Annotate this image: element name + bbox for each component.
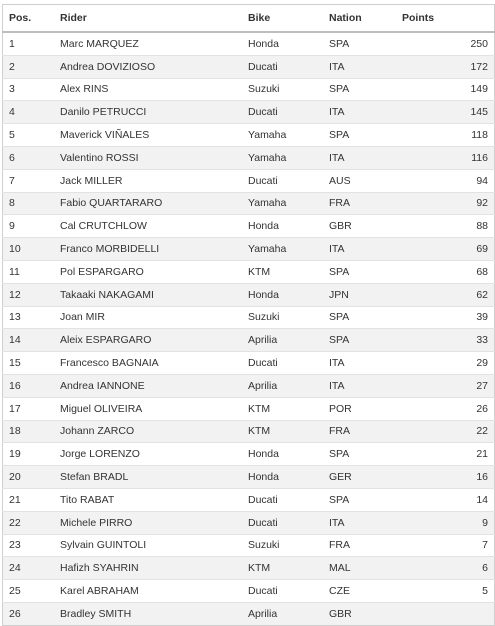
header-points: Points — [396, 5, 495, 33]
cell-points: 7 — [396, 534, 495, 557]
cell-points: 149 — [396, 78, 495, 101]
cell-rider: Joan MIR — [54, 306, 242, 329]
table-row — [3, 192, 495, 215]
cell-pos: 18 — [3, 420, 55, 443]
table-row — [3, 374, 495, 397]
table-row — [3, 443, 495, 466]
cell-bike: Yamaha — [242, 124, 323, 147]
cell-nation: SPA — [323, 306, 396, 329]
cell-pos: 25 — [3, 580, 55, 603]
cell-bike: Yamaha — [242, 238, 323, 261]
table-row — [3, 215, 495, 238]
cell-rider: Stefan BRADL — [54, 466, 242, 489]
cell-bike: Suzuki — [242, 534, 323, 557]
table-row — [3, 283, 495, 306]
cell-nation: ITA — [323, 101, 396, 124]
cell-bike: Ducati — [242, 488, 323, 511]
table-row — [3, 602, 495, 625]
cell-pos: 22 — [3, 511, 55, 534]
cell-points: 6 — [396, 557, 495, 580]
cell-points: 14 — [396, 488, 495, 511]
cell-rider: Tito RABAT — [54, 488, 242, 511]
cell-nation: FRA — [323, 192, 396, 215]
cell-nation: SPA — [323, 329, 396, 352]
cell-rider: Hafizh SYAHRIN — [54, 557, 242, 580]
cell-bike: Ducati — [242, 101, 323, 124]
table-row — [3, 580, 495, 603]
cell-points: 116 — [396, 146, 495, 169]
table-row — [3, 238, 495, 261]
cell-nation: JPN — [323, 283, 396, 306]
cell-points: 5 — [396, 580, 495, 603]
cell-rider: Takaaki NAKAGAMI — [54, 283, 242, 306]
table-row — [3, 124, 495, 147]
cell-bike: Ducati — [242, 169, 323, 192]
cell-points: 88 — [396, 215, 495, 238]
cell-nation: ITA — [323, 374, 396, 397]
cell-rider: Marc MARQUEZ — [54, 32, 242, 55]
table-row — [3, 352, 495, 375]
cell-points: 33 — [396, 329, 495, 352]
cell-pos: 4 — [3, 101, 55, 124]
cell-points: 29 — [396, 352, 495, 375]
cell-points: 39 — [396, 306, 495, 329]
table-row — [3, 329, 495, 352]
cell-nation: SPA — [323, 32, 396, 55]
table-row — [3, 534, 495, 557]
header-bike: Bike — [242, 5, 323, 33]
cell-pos: 9 — [3, 215, 55, 238]
cell-nation: ITA — [323, 238, 396, 261]
table-body — [3, 32, 495, 625]
cell-pos: 15 — [3, 352, 55, 375]
cell-nation: CZE — [323, 580, 396, 603]
cell-bike: Honda — [242, 466, 323, 489]
cell-points: 16 — [396, 466, 495, 489]
table-row — [3, 557, 495, 580]
cell-rider: Valentino ROSSI — [54, 146, 242, 169]
cell-rider: Karel ABRAHAM — [54, 580, 242, 603]
cell-rider: Pol ESPARGARO — [54, 260, 242, 283]
cell-bike: KTM — [242, 557, 323, 580]
cell-bike: KTM — [242, 397, 323, 420]
cell-points: 69 — [396, 238, 495, 261]
cell-nation: SPA — [323, 488, 396, 511]
cell-bike: KTM — [242, 260, 323, 283]
cell-rider: Michele PIRRO — [54, 511, 242, 534]
cell-pos: 23 — [3, 534, 55, 557]
cell-rider: Andrea DOVIZIOSO — [54, 55, 242, 78]
table-row — [3, 55, 495, 78]
cell-points: 26 — [396, 397, 495, 420]
cell-bike: Aprilia — [242, 602, 323, 625]
cell-nation: SPA — [323, 260, 396, 283]
table-row — [3, 306, 495, 329]
cell-nation: SPA — [323, 443, 396, 466]
table-row — [3, 101, 495, 124]
cell-pos: 16 — [3, 374, 55, 397]
cell-bike: Ducati — [242, 55, 323, 78]
cell-pos: 13 — [3, 306, 55, 329]
cell-points: 9 — [396, 511, 495, 534]
cell-bike: Aprilia — [242, 374, 323, 397]
cell-pos: 12 — [3, 283, 55, 306]
cell-nation: SPA — [323, 124, 396, 147]
cell-nation: SPA — [323, 78, 396, 101]
standings-table-container — [2, 4, 488, 626]
cell-pos: 19 — [3, 443, 55, 466]
cell-rider: Aleix ESPARGARO — [54, 329, 242, 352]
cell-nation: POR — [323, 397, 396, 420]
cell-pos: 24 — [3, 557, 55, 580]
cell-bike: Suzuki — [242, 78, 323, 101]
cell-nation: ITA — [323, 511, 396, 534]
cell-points: 145 — [396, 101, 495, 124]
cell-bike: Ducati — [242, 511, 323, 534]
cell-rider: Miguel OLIVEIRA — [54, 397, 242, 420]
cell-pos: 6 — [3, 146, 55, 169]
table-row — [3, 260, 495, 283]
cell-points — [396, 602, 495, 625]
cell-pos: 11 — [3, 260, 55, 283]
cell-bike: KTM — [242, 420, 323, 443]
cell-bike: Honda — [242, 283, 323, 306]
table-row — [3, 397, 495, 420]
cell-nation: ITA — [323, 55, 396, 78]
table-row — [3, 420, 495, 443]
cell-rider: Sylvain GUINTOLI — [54, 534, 242, 557]
standings-table — [2, 4, 495, 626]
cell-points: 62 — [396, 283, 495, 306]
cell-pos: 5 — [3, 124, 55, 147]
cell-nation: GBR — [323, 215, 396, 238]
table-row — [3, 511, 495, 534]
cell-points: 250 — [396, 32, 495, 55]
cell-points: 22 — [396, 420, 495, 443]
cell-bike: Honda — [242, 32, 323, 55]
cell-nation: MAL — [323, 557, 396, 580]
cell-points: 92 — [396, 192, 495, 215]
cell-points: 21 — [396, 443, 495, 466]
cell-rider: Maverick VIÑALES — [54, 124, 242, 147]
table-row — [3, 169, 495, 192]
cell-rider: Francesco BAGNAIA — [54, 352, 242, 375]
cell-rider: Cal CRUTCHLOW — [54, 215, 242, 238]
table-header-row — [3, 5, 495, 33]
cell-pos: 8 — [3, 192, 55, 215]
cell-bike: Yamaha — [242, 146, 323, 169]
cell-pos: 2 — [3, 55, 55, 78]
cell-rider: Fabio QUARTARARO — [54, 192, 242, 215]
cell-bike: Suzuki — [242, 306, 323, 329]
cell-bike: Ducati — [242, 580, 323, 603]
table-row — [3, 488, 495, 511]
table-row — [3, 78, 495, 101]
cell-nation: FRA — [323, 534, 396, 557]
cell-rider: Jorge LORENZO — [54, 443, 242, 466]
table-row — [3, 32, 495, 55]
cell-bike: Yamaha — [242, 192, 323, 215]
cell-points: 172 — [396, 55, 495, 78]
cell-points: 68 — [396, 260, 495, 283]
cell-bike: Aprilia — [242, 329, 323, 352]
cell-rider: Bradley SMITH — [54, 602, 242, 625]
cell-rider: Alex RINS — [54, 78, 242, 101]
cell-points: 94 — [396, 169, 495, 192]
cell-pos: 1 — [3, 32, 55, 55]
header-rider: Rider — [54, 5, 242, 33]
cell-pos: 7 — [3, 169, 55, 192]
cell-pos: 10 — [3, 238, 55, 261]
cell-rider: Johann ZARCO — [54, 420, 242, 443]
cell-pos: 17 — [3, 397, 55, 420]
cell-nation: AUS — [323, 169, 396, 192]
cell-pos: 14 — [3, 329, 55, 352]
table-row — [3, 466, 495, 489]
cell-nation: GBR — [323, 602, 396, 625]
cell-pos: 3 — [3, 78, 55, 101]
cell-nation: ITA — [323, 352, 396, 375]
cell-bike: Ducati — [242, 352, 323, 375]
cell-bike: Honda — [242, 443, 323, 466]
cell-points: 118 — [396, 124, 495, 147]
cell-rider: Andrea IANNONE — [54, 374, 242, 397]
cell-pos: 26 — [3, 602, 55, 625]
cell-nation: ITA — [323, 146, 396, 169]
cell-rider: Danilo PETRUCCI — [54, 101, 242, 124]
table-row — [3, 146, 495, 169]
cell-rider: Jack MILLER — [54, 169, 242, 192]
cell-bike: Honda — [242, 215, 323, 238]
cell-pos: 20 — [3, 466, 55, 489]
cell-points: 27 — [396, 374, 495, 397]
cell-rider: Franco MORBIDELLI — [54, 238, 242, 261]
header-pos: Pos. — [3, 5, 55, 33]
cell-nation: FRA — [323, 420, 396, 443]
cell-nation: GER — [323, 466, 396, 489]
header-nation: Nation — [323, 5, 396, 33]
cell-pos: 21 — [3, 488, 55, 511]
